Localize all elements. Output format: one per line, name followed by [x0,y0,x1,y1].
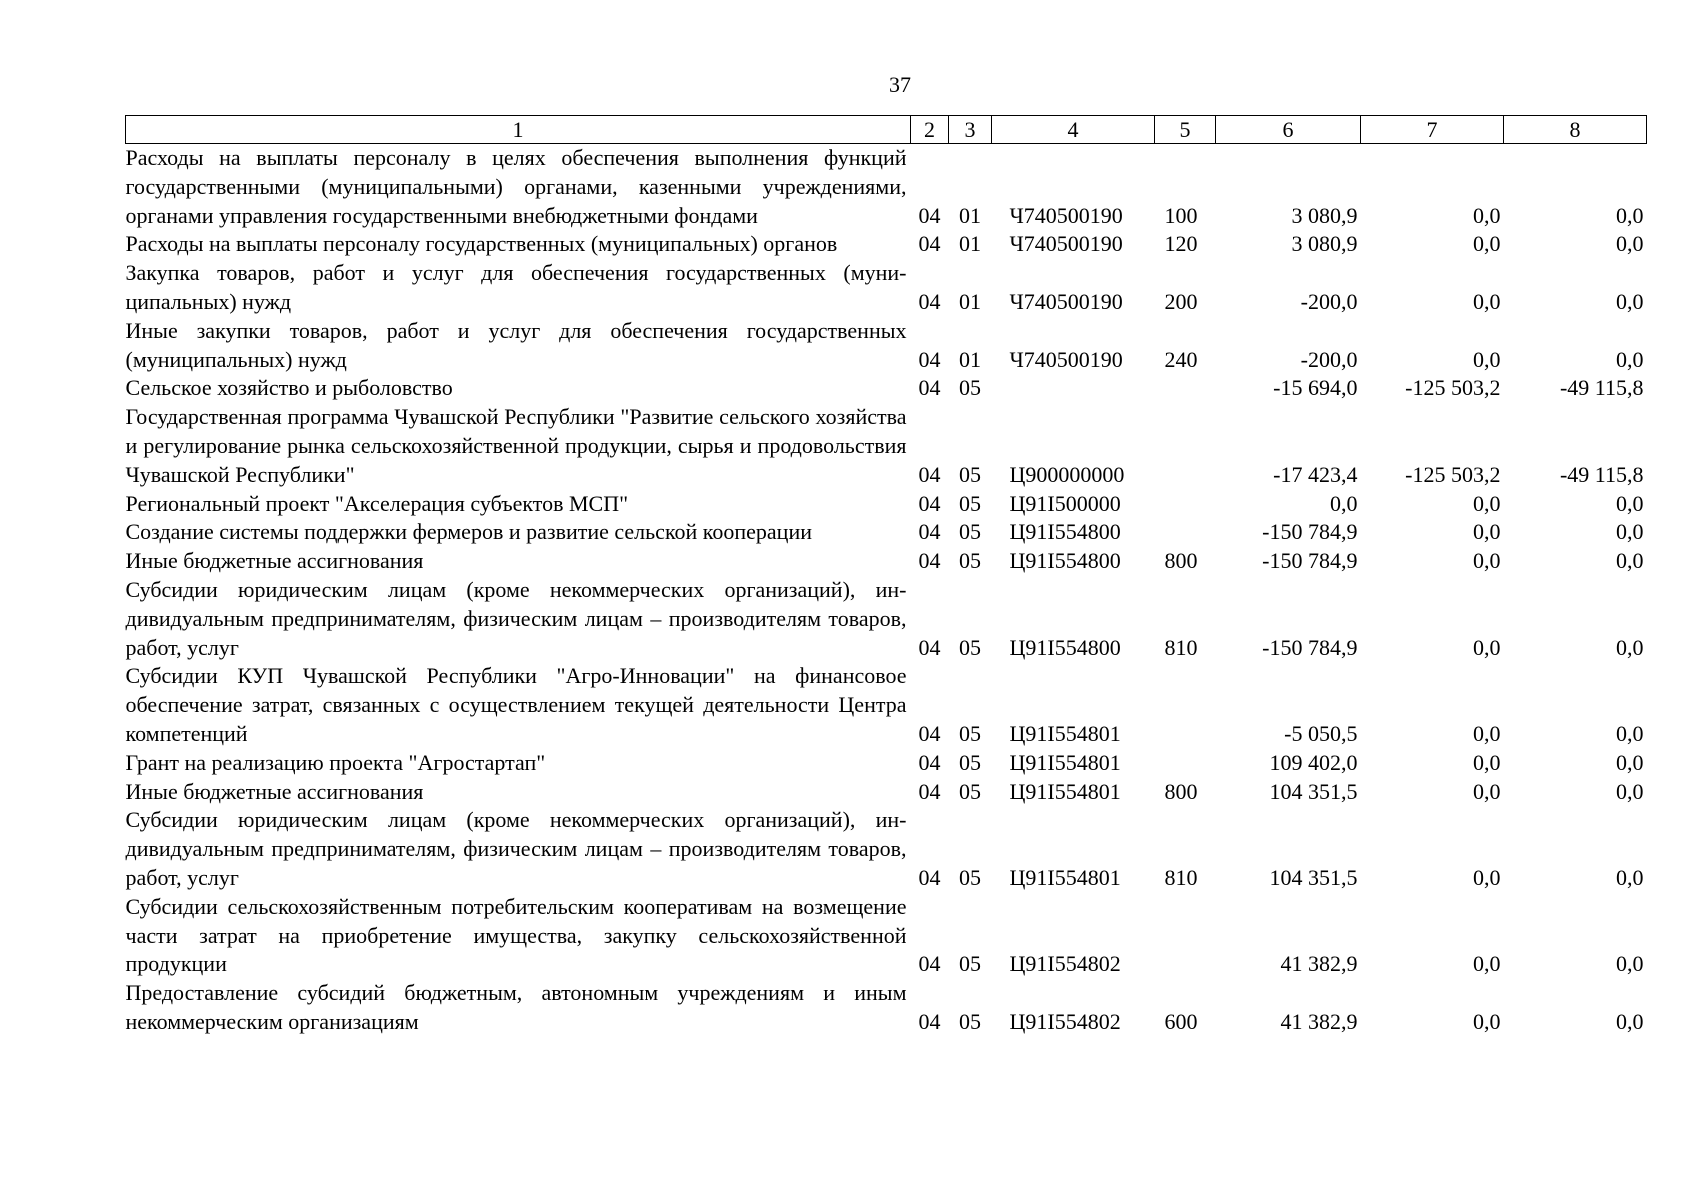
table-row [126,979,1647,1037]
row-target-article: Ц91I554802 [1009,951,1121,977]
row-amount-1: -17 423,4 [1273,461,1358,487]
row-subsection: 05 [959,720,981,746]
row-name: Предоставление субсидий бюджетным, автономным учреждениям и иным некоммерческим организациям [125,980,907,1034]
row-subsection: 05 [959,634,981,660]
row-subsection: 05 [959,864,981,890]
row-amount-2: 0,0 [1473,720,1501,746]
table-row [126,806,1647,892]
row-expense-type: 120 [1164,231,1198,257]
column-header-2: 2 [911,116,949,144]
row-target-article: Ц91I554800 [1009,548,1121,574]
row-section: 04 [918,548,941,574]
row-target-article: Ц91I554800 [1009,634,1121,660]
header-row [126,116,1647,144]
table-row [126,403,1647,489]
row-amount-3: 0,0 [1616,720,1644,746]
row-amount-3: 0,0 [1616,634,1644,660]
row-amount-2: 0,0 [1473,778,1501,804]
row-section: 04 [918,490,941,516]
row-subsection: 05 [959,749,981,775]
row-amount-3: 0,0 [1616,548,1644,574]
row-section: 04 [918,1008,941,1034]
row-target-article: Ч740500190 [1009,346,1123,372]
row-expense-type [1155,403,1216,489]
row-target-article: Ц91I554800 [1009,519,1121,545]
row-subsection: 01 [959,231,981,257]
table-row [126,144,1647,231]
row-amount-1: 3 080,9 [1291,231,1358,257]
row-section: 04 [918,288,941,314]
row-amount-2: 0,0 [1473,1008,1501,1034]
table-row [126,230,1647,259]
row-name: Региональный проект "Акселерация субъектов МСП" [125,490,629,516]
row-target-article: Ц91I554801 [1009,864,1121,890]
row-section: 04 [918,461,941,487]
row-expense-type: 800 [1164,778,1198,804]
row-amount-1: 41 382,9 [1280,1008,1358,1034]
row-section: 04 [918,634,941,660]
row-name: Субсидии КУП Чувашской Республики "Агро-Инновации" на финансовое обеспечение затрат, связанных с осуществлением текущей деятельности Центра компетенций [125,663,907,746]
table-body [126,144,1647,1037]
row-amount-1: -150 784,9 [1262,548,1358,574]
row-amount-1: 0,0 [1330,490,1358,516]
row-amount-2: 0,0 [1473,749,1501,775]
row-name: Грант на реализацию проекта "Агростартап" [125,749,546,775]
row-expense-type: 800 [1164,548,1198,574]
row-amount-1: -15 694,0 [1273,375,1358,401]
row-subsection: 05 [959,375,981,401]
row-expense-type: 240 [1164,346,1198,372]
row-subsection: 01 [959,202,981,228]
row-amount-1: -5 050,5 [1284,720,1358,746]
row-section: 04 [918,749,941,775]
row-amount-3: 0,0 [1616,346,1644,372]
row-amount-3: 0,0 [1616,288,1644,314]
row-section: 04 [918,202,941,228]
row-amount-3: 0,0 [1616,864,1644,890]
row-name: Иные закупки товаров, работ и услуг для обеспечения государственных (муниципальных) нужд [125,317,907,372]
row-expense-type: 200 [1164,288,1198,314]
page-number: 37 [889,72,911,97]
row-expense-type [1155,490,1216,519]
table-row [126,662,1647,748]
table-row [126,259,1647,317]
row-amount-3: 0,0 [1616,202,1644,228]
row-amount-2: 0,0 [1473,231,1501,257]
row-name: Субсидии сельскохозяйственным потребительским кооперативам на возмещение части затрат на приобретение имущества, закупку сельскохозяйственной продукции [125,893,907,977]
row-amount-2: 0,0 [1473,202,1501,228]
row-target-article: Ч740500190 [1009,202,1123,228]
row-expense-type [1155,893,1216,979]
row-amount-1: -150 784,9 [1262,519,1358,545]
row-expense-type: 810 [1164,634,1198,660]
row-target-article: Ц91I554801 [1009,778,1121,804]
row-amount-1: 109 402,0 [1269,749,1358,775]
row-subsection: 05 [959,548,981,574]
table-row [126,374,1647,403]
row-subsection: 05 [959,1008,981,1034]
row-expense-type [1155,749,1216,778]
row-section: 04 [918,346,941,372]
row-subsection: 01 [959,288,981,314]
row-amount-2: 0,0 [1473,346,1501,372]
row-amount-3: 0,0 [1616,490,1644,516]
row-target-article: Ц91I554801 [1009,720,1121,746]
row-name: Сельское хозяйство и рыболовство [125,375,453,401]
row-target-article: Ц91I554802 [1009,1008,1121,1034]
row-section: 04 [918,951,941,977]
row-amount-2: 0,0 [1473,288,1501,314]
table-row [126,490,1647,519]
row-name: Иные бюджетные ассигнования [125,778,424,804]
row-expense-type: 810 [1164,864,1198,890]
table-header [126,116,1647,144]
row-subsection: 01 [959,346,981,372]
row-name: Государственная программа Чувашской Республики "Развитие сельского хозяйства и регулирование рынка сельскохозяйственной продукции, сырья и продовольствия Чувашской Республики" [125,404,907,487]
budget-table [125,115,1647,1037]
row-section: 04 [918,231,941,257]
row-subsection: 05 [959,461,981,487]
row-name: Субсидии юридическим лицам (кроме некоммерческих организаций), индивидуальным предпринимателям, физическим лицам – производителям товаров, работ, услуг [125,807,907,890]
table-row [126,749,1647,778]
table-row [126,893,1647,979]
row-name: Закупка товаров, работ и услуг для обеспечения государственных (муниципальных) нужд [125,260,907,314]
column-header-5: 5 [1155,116,1216,144]
row-name: Субсидии юридическим лицам (кроме некоммерческих организаций), индивидуальным предпринимателям, физическим лицам – производителям товаров, работ, услуг [125,576,907,660]
row-amount-2: 0,0 [1473,548,1501,574]
row-section: 04 [918,720,941,746]
row-section: 04 [918,375,941,401]
row-amount-2: 0,0 [1473,634,1501,660]
column-header-3: 3 [949,116,992,144]
row-target-article: Ч740500190 [1009,231,1123,257]
row-amount-2: -125 503,2 [1405,375,1501,401]
row-name: Иные бюджетные ассигнования [125,548,424,574]
row-subsection: 05 [959,490,981,516]
row-amount-1: -200,0 [1300,288,1358,314]
table-row [126,576,1647,662]
row-name: Создание системы поддержки фермеров и развитие сельской кооперации [125,519,812,545]
row-amount-1: -200,0 [1300,346,1358,372]
column-header-1: 1 [126,116,911,144]
row-subsection: 05 [959,519,981,545]
row-expense-type: 600 [1164,1008,1198,1034]
row-target-article: Ч740500190 [1009,288,1123,314]
row-section: 04 [918,864,941,890]
row-amount-3: -49 115,8 [1559,461,1644,487]
table-row [126,518,1647,547]
row-target-article: Ц900000000 [1009,461,1125,487]
row-amount-1: 104 351,5 [1269,864,1358,890]
row-target-article [992,374,1155,403]
table-row [126,778,1647,807]
row-amount-3: 0,0 [1616,951,1644,977]
row-amount-1: 3 080,9 [1291,202,1358,228]
column-header-6: 6 [1216,116,1361,144]
row-expense-type [1155,374,1216,403]
column-header-7: 7 [1361,116,1504,144]
column-header-8: 8 [1504,116,1647,144]
table-row [126,317,1647,375]
row-amount-2: 0,0 [1473,951,1501,977]
row-amount-2: -125 503,2 [1405,461,1501,487]
column-header-4: 4 [992,116,1155,144]
table-row [126,547,1647,576]
row-amount-1: -150 784,9 [1262,634,1358,660]
row-amount-2: 0,0 [1473,864,1501,890]
row-amount-3: -49 115,8 [1559,375,1644,401]
row-expense-type [1155,518,1216,547]
row-amount-3: 0,0 [1616,519,1644,545]
row-name: Расходы на выплаты персоналу в целях обеспечения выполнения функций государственными (муниципальными) органами, казенными учреждениями, органами управления государственными внебюджетными фондами [125,145,907,228]
row-amount-2: 0,0 [1473,490,1501,516]
row-amount-1: 104 351,5 [1269,778,1358,804]
row-expense-type: 100 [1164,202,1198,228]
row-name: Расходы на выплаты персоналу государственных (муниципальных) органов [125,231,838,257]
row-expense-type [1155,662,1216,748]
row-subsection: 05 [959,778,981,804]
row-amount-3: 0,0 [1616,749,1644,775]
row-amount-3: 0,0 [1616,1008,1644,1034]
row-amount-3: 0,0 [1616,778,1644,804]
row-target-article: Ц91I500000 [1009,490,1121,516]
row-target-article: Ц91I554801 [1009,749,1121,775]
row-amount-2: 0,0 [1473,519,1501,545]
row-subsection: 05 [959,951,981,977]
row-section: 04 [918,519,941,545]
row-amount-1: 41 382,9 [1280,951,1358,977]
row-amount-3: 0,0 [1616,231,1644,257]
row-section: 04 [918,778,941,804]
